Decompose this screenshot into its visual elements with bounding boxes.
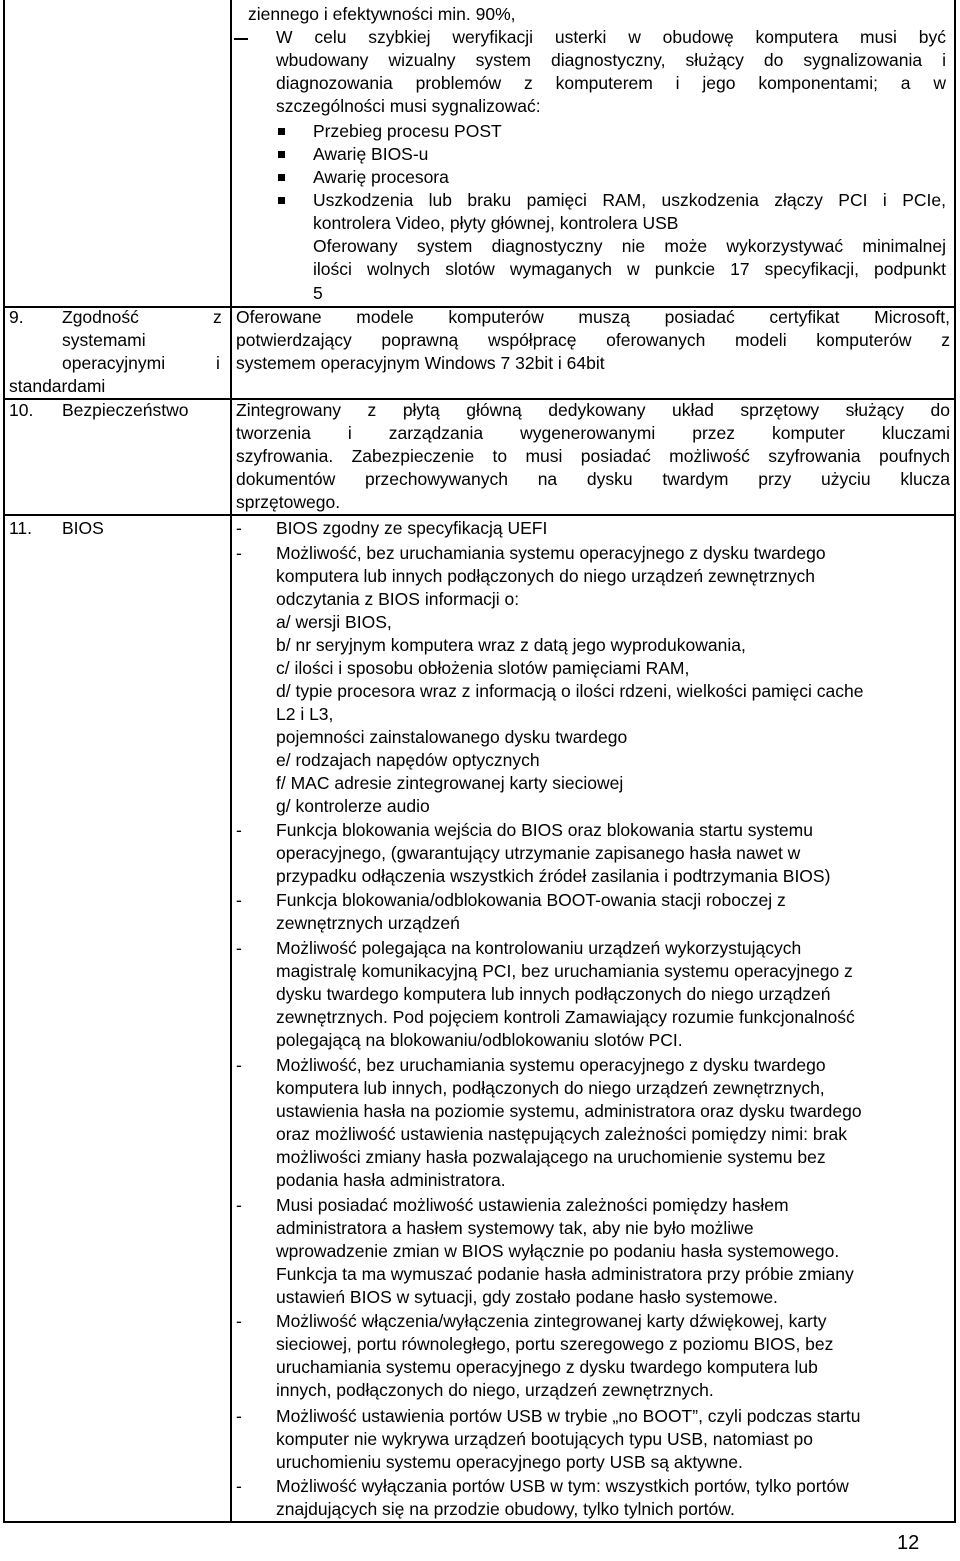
row8-bullet: Przebieg procesu POST — [313, 121, 502, 141]
row11-line: uruchamiania systemu operacyjnego z dysku twardego komputera lub — [276, 1357, 818, 1377]
row9-label-word: z — [213, 307, 222, 327]
row8-bullet-continuation: kontrolera Video, płyty głównej, kontrolera USB — [313, 213, 679, 233]
row8-top-fragment: ziennego i efektywności min. 90%, — [248, 4, 516, 24]
row8-slots-line: Oferowany system diagnostyczny nie może wykorzystywać minimalnej — [313, 236, 946, 256]
row11-line: polegającą na blokowaniu/odblokowaniu slotów PCI. — [276, 1030, 683, 1050]
row8-diag-line: diagnozowania problemów z komputerem i jego komponentami; a w — [276, 73, 946, 93]
row11-line: magistralę komunikacyjną PCI, bez uruchamiania systemu operacyjnego z — [276, 961, 853, 981]
row8-bullet: Awarię procesora — [313, 167, 449, 187]
row11-line: BIOS zgodny ze specyfikacją UEFI — [276, 518, 548, 538]
row11-line: c/ ilości i sposobu obłożenia slotów pamięciami RAM, — [276, 658, 690, 678]
row11-line: komputera lub innych, podłączonych do niego urządzeń zewnętrznych, — [276, 1078, 825, 1098]
bullet-square-icon — [278, 197, 285, 204]
row11-line: Funkcja blokowania wejścia do BIOS oraz blokowania startu systemu — [276, 820, 813, 840]
row8-diag-line: wbudowany wizualny system diagnostyczny, służący do sygnalizowania i — [276, 50, 946, 70]
dash-marker: - — [236, 938, 242, 958]
row11-line: zewnętrznych. Pod pojęciem kontroli Zamawiający rozumie funkcjonalność — [276, 1007, 855, 1027]
row11-line: f/ MAC adresie zintegrowanej karty sieciowej — [276, 773, 624, 793]
page-number: 12 — [897, 1532, 920, 1554]
dash-marker: - — [236, 518, 242, 538]
row11-line: ustawień BIOS w sytuacji, gdy zostało podane hasło systemowe. — [276, 1287, 778, 1307]
row9-label-word: standardami — [9, 376, 106, 396]
row11-line: pojemności zainstalowanego dysku twardego — [276, 727, 628, 747]
row-divider-10-11 — [3, 514, 956, 516]
row11-line: Możliwość, bez uruchamiania systemu operacyjnego z dysku twardego — [276, 1055, 826, 1075]
row11-line: komputera lub innych podłączonych do niego urządzeń zewnętrznych — [276, 566, 815, 586]
row9-label-word: Zgodność — [62, 307, 139, 327]
dash-marker: - — [236, 543, 242, 563]
row9-content-line: systemem operacyjnym Windows 7 32bit i 64bit — [236, 353, 605, 373]
row11-line: wprowadzenie zmian w BIOS wyłącznie po podaniu hasła systemowego. — [276, 1241, 840, 1261]
row11-line: Funkcja ta ma wymuszać podanie hasła administratora przy próbie zmiany — [276, 1264, 854, 1284]
row11-line: g/ kontrolerze audio — [276, 796, 430, 816]
row9-label-word: systemami — [62, 330, 146, 350]
row11-line: komputer nie wykrywa urządzeń bootujących typu USB, natomiast po — [276, 1429, 813, 1449]
bullet-square-icon — [278, 151, 285, 158]
row11-line: dysku twardego komputera lub innych podłączonych do niego urządzeń — [276, 984, 831, 1004]
row9-label-word: i — [216, 353, 220, 373]
row11-line: oraz możliwość ustawienia następujących zależności pomiędzy nimi: brak — [276, 1124, 847, 1144]
bullet-square-icon — [278, 174, 285, 181]
row11-line: L2 i L3, — [276, 704, 334, 724]
row11-line: przypadku odłączenia wszystkich źródeł zasilania i podtrzymania BIOS) — [276, 866, 831, 886]
row11-line: ustawienia hasła na poziomie systemu, administratora oraz dysku twardego — [276, 1101, 862, 1121]
row11-line: zewnętrznych urządzeń — [276, 913, 460, 933]
row11-line: odczytania z BIOS informacji o: — [276, 589, 520, 609]
row11-line: Możliwość włączenia/wyłączenia zintegrowanej karty dźwiękowej, karty — [276, 1311, 827, 1331]
row10-label: Bezpieczeństwo — [62, 400, 189, 420]
row9-number: 9. — [9, 307, 24, 327]
row11-line: administratora a hasłem systemowy tak, aby nie było możliwe — [276, 1218, 754, 1238]
row11-number: 11. — [9, 518, 33, 538]
dash-marker: - — [236, 1476, 242, 1496]
row8-slots-line: ilości wolnych slotów wymaganych w punkcie 17 specyfikacji, podpunkt — [313, 259, 946, 279]
row9-content-line: potwierdzający poprawną współpracę oferowanych modeli komputerów z — [236, 330, 950, 350]
row11-line: uruchomieniu systemu operacyjnego porty USB są aktywne. — [276, 1452, 743, 1472]
table-border-right — [954, 0, 956, 1522]
dash-marker: - — [236, 890, 242, 910]
row11-line: sieciowej, portu równoległego, portu szeregowego z poziomu BIOS, bez — [276, 1334, 834, 1354]
row11-line: e/ rodzajach napędów optycznych — [276, 750, 540, 770]
row11-line: operacyjnego, (gwarantujący utrzymanie zapisanego hasła nawet w — [276, 843, 801, 863]
row11-line: podania hasła administratora. — [276, 1170, 506, 1190]
row11-line: b/ nr seryjnym komputera wraz z datą jego wyprodukowania, — [276, 635, 746, 655]
dash-marker: - — [236, 820, 242, 840]
row11-line: możliwości zmiany hasła pozwalającego na uruchomienie systemu bez — [276, 1147, 826, 1167]
row11-line: znajdujących się na przodzie obudowy, tylko tylnich portów. — [276, 1499, 735, 1519]
row8-bullet: Awarię BIOS-u — [313, 144, 429, 164]
dash-marker: - — [236, 1406, 242, 1426]
row11-line: d/ typie procesora wraz z informacją o ilości rdzeni, wielkości pamięci cache — [276, 681, 864, 701]
dash-marker: - — [236, 1311, 242, 1331]
row8-bullet: Uszkodzenia lub braku pamięci RAM, uszkodzenia złączy PCI i PCIe, — [313, 190, 946, 210]
table-border-bottom — [3, 1521, 956, 1523]
row11-line: Możliwość ustawienia portów USB w trybie „no BOOT”, czyli podczas startu — [276, 1406, 861, 1426]
row11-label: BIOS — [62, 518, 104, 538]
row10-number: 10. — [9, 400, 34, 420]
table-column-divider — [230, 0, 232, 1522]
row11-line: Musi posiadać możliwość ustawienia zależności pomiędzy hasłem — [276, 1195, 789, 1215]
row10-content-line: szyfrowania. Zabezpieczenie to musi posiadać możliwość szyfrowania poufnych — [236, 446, 950, 466]
row9-content-line: Oferowane modele komputerów muszą posiadać certyfikat Microsoft, — [236, 307, 950, 327]
bullet-square-icon — [278, 128, 285, 135]
row11-line: Możliwość polegająca na kontrolowaniu urządzeń wykorzystujących — [276, 938, 802, 958]
row11-line: a/ wersji BIOS, — [276, 612, 392, 632]
row10-content-line: Zintegrowany z płytą główną dedykowany układ sprzętowy służący do — [236, 400, 950, 420]
row11-line: Możliwość, bez uruchamiania systemu operacyjnego z dysku twardego — [276, 543, 826, 563]
em-dash-marker — [234, 38, 248, 40]
dash-marker: - — [236, 1055, 242, 1075]
table-border-left — [3, 0, 5, 1522]
row9-label-word: operacyjnymi — [62, 353, 166, 373]
row10-content-line: dokumentów przechowywanych na dysku twardym przy użyciu klucza — [236, 469, 950, 489]
row10-content-line: tworzenia i zarządzania wygenerowanymi przez komputer kluczami — [236, 423, 950, 443]
row8-diag-line: szczególności musi sygnalizować: — [276, 96, 541, 116]
row8-slots-line: 5 — [313, 283, 323, 303]
row11-line: Możliwość wyłączania portów USB w tym: wszystkich portów, tylko portów — [276, 1476, 849, 1496]
row10-content-line: sprzętowego. — [236, 492, 341, 512]
row11-line: innych, podłączonych do niego, urządzeń zewnętrznych. — [276, 1380, 714, 1400]
row8-diag-line: W celu szybkiej weryfikacji usterki w obudowę komputera musi być — [276, 27, 946, 47]
dash-marker: - — [236, 1195, 242, 1215]
row11-line: Funkcja blokowania/odblokowania BOOT-owania stacji roboczej z — [276, 890, 786, 910]
